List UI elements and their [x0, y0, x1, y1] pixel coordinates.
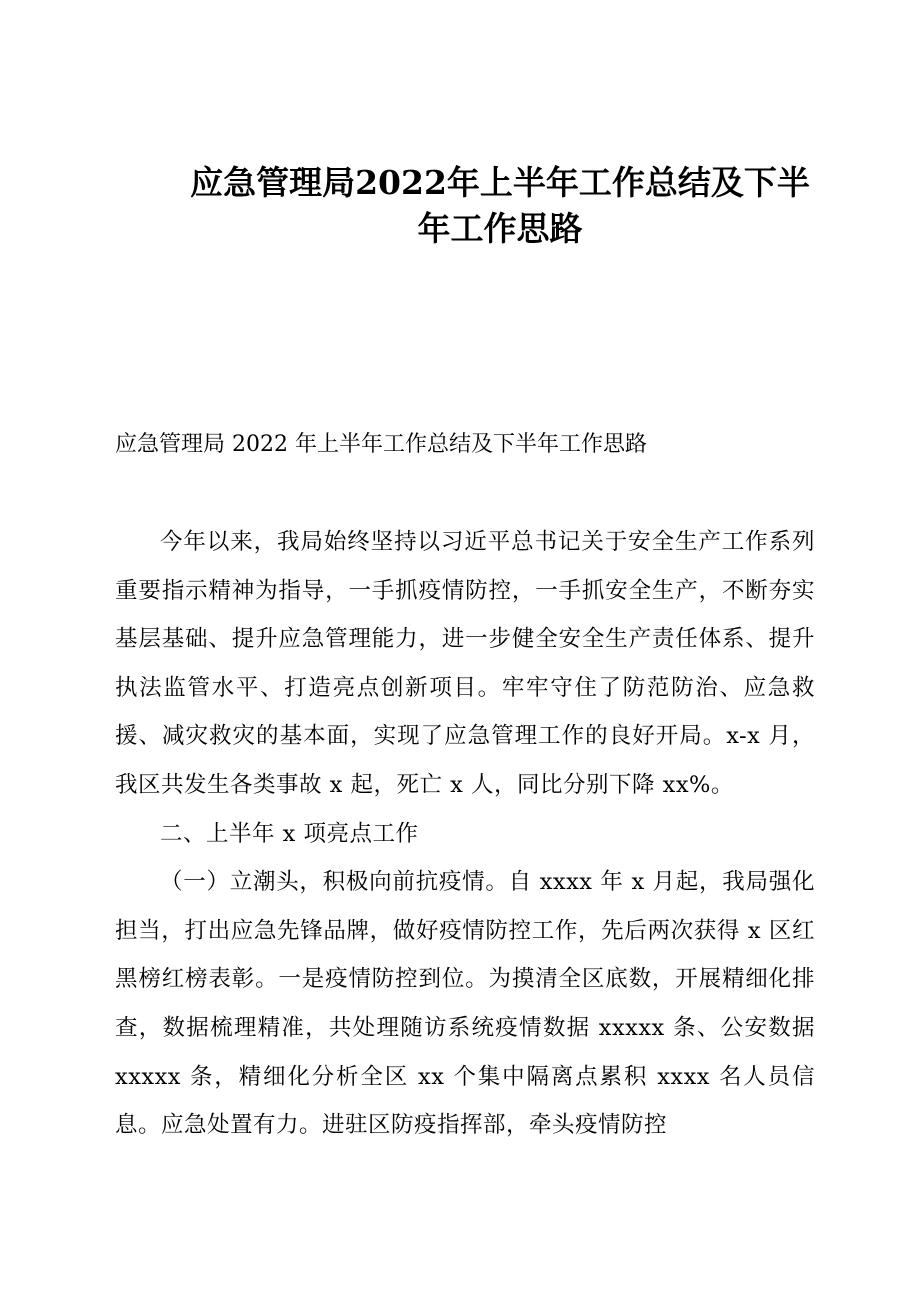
paragraph-intro: 今年以来，我局始终坚持以习近平总书记关于安全生产工作系列重要指示精神为指导，一手抓疫情防控，一手抓安全生产，不断夯实基层基础、提升应急管理能力，进一步健全安全生产责任体系、提升执法监管水平、打造亮点创新项目。牢牢守住了防范防治、应急救援、减灾救灾的基本面，实现了应急管理工作的良好开局。x-x 月，我区共发生各类事故 x 起，死亡 x 人，同比分别下降 xx%。	[115, 529, 815, 798]
document-title-line-1: 应急管理局2022年上半年工作总结及下半	[190, 163, 810, 202]
document-title-line-2: 年工作思路	[417, 209, 583, 248]
section-heading: 二、上半年 x 项亮点工作	[160, 820, 419, 847]
paragraph-item-1: （一）立潮头，积极向前抗疫情。自 xxxx 年 x 月起，我局强化担当，打出应急先锋品牌，做好疫情防控工作，先后两次获得 x 区红黑榜红榜表彰。一是疫情防控到位。为摸清全区底数，开展精细化排查，数据梳理精准，共处理随访系统疫情数据 xxxxx 条、公安数据 xxxxx 条，精细化分析全区 xx 个集中隔离点累积 xxxx 名人员信息。应急处置有力。进驻区防疫指挥部，牵头疫情防控	[115, 869, 815, 1139]
document-body	[115, 518, 815, 1150]
document-subtitle: 应急管理局 2022 年上半年工作总结及下半年工作思路	[115, 432, 647, 457]
document-title	[120, 160, 880, 252]
